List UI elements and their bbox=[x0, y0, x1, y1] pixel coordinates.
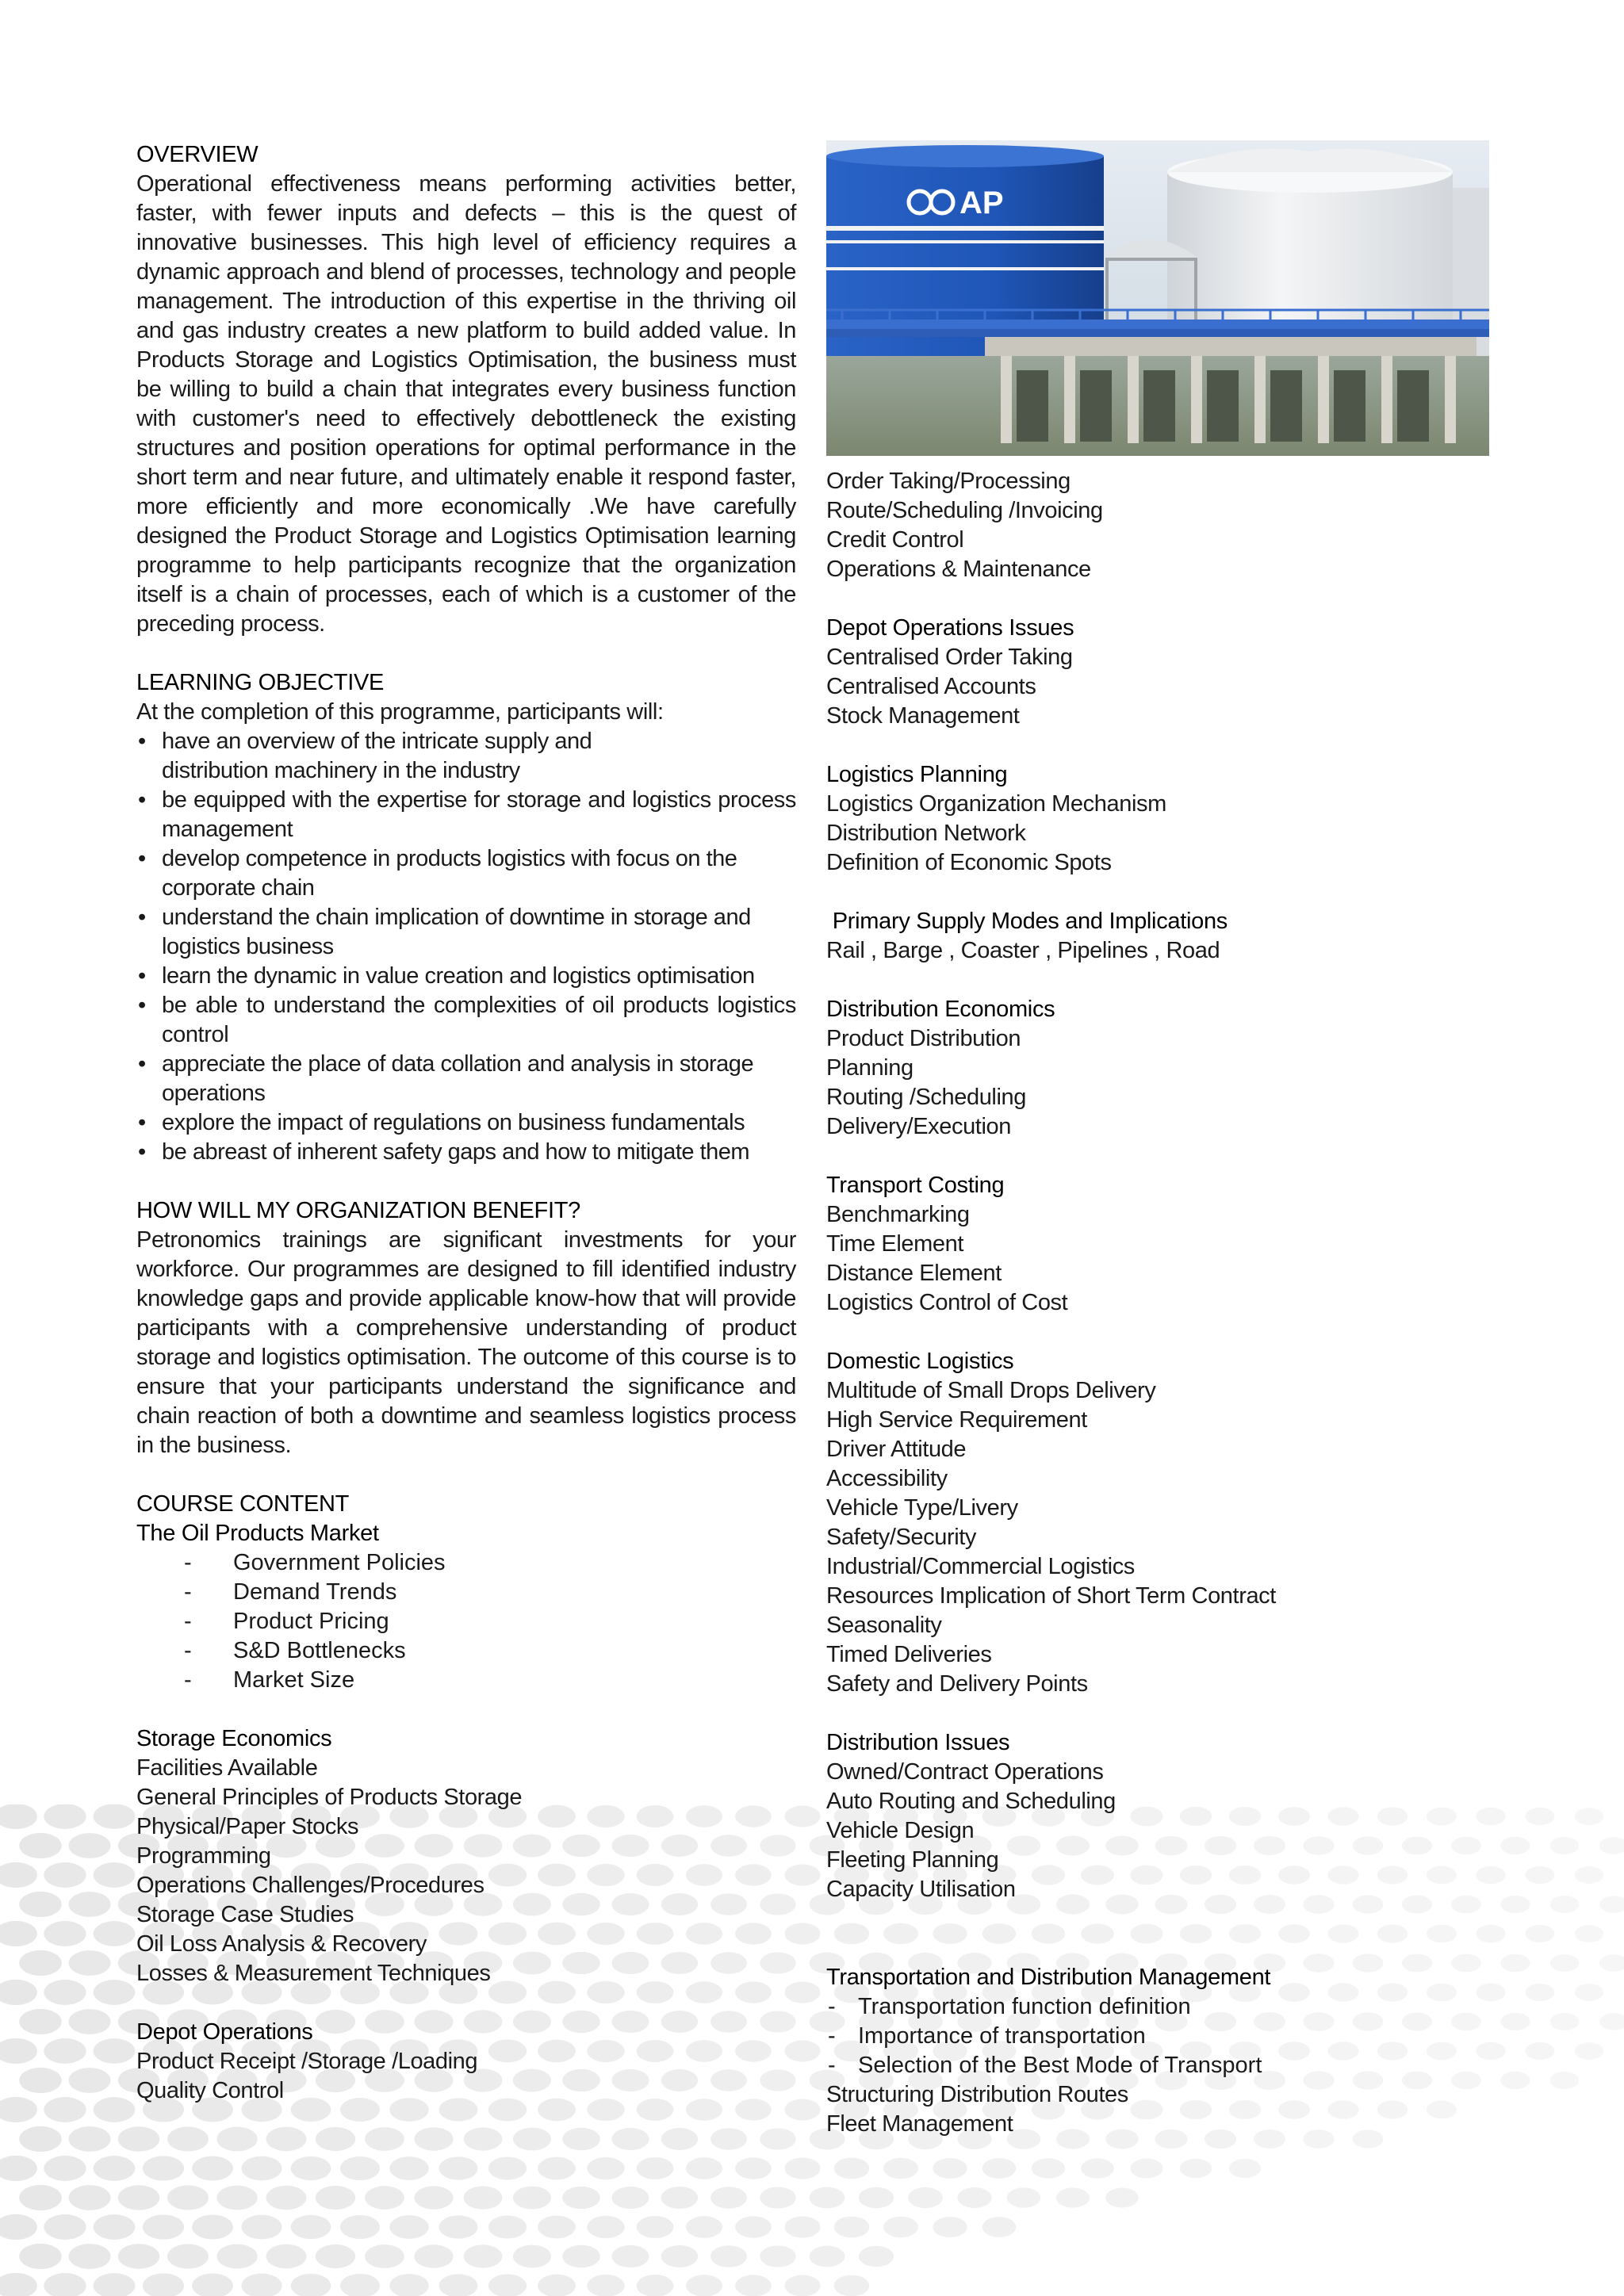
decorative-dot bbox=[19, 2068, 62, 2093]
decorative-dot bbox=[760, 2245, 795, 2267]
decorative-dot bbox=[94, 2038, 136, 2064]
list-item: Fleeting Planning bbox=[826, 1847, 999, 1873]
list-item: Oil Loss Analysis & Recovery bbox=[136, 1931, 427, 1957]
decorative-dot bbox=[611, 2245, 649, 2267]
decorative-dot bbox=[710, 2245, 747, 2267]
decorative-dot bbox=[1599, 1896, 1624, 1913]
decorative-dot bbox=[1180, 2159, 1212, 2178]
decorative-dot bbox=[1081, 2158, 1114, 2178]
decorative-dot bbox=[94, 1921, 136, 1946]
decorative-dot bbox=[1500, 1837, 1530, 1854]
decorative-dot bbox=[1526, 1984, 1555, 2001]
decorative-dot bbox=[44, 1862, 86, 1888]
decorative-dot bbox=[464, 2244, 503, 2267]
right-column bbox=[826, 140, 1492, 2139]
decorative-dot bbox=[414, 2186, 453, 2210]
decorative-dot bbox=[1130, 2159, 1162, 2179]
list-item: Driver Attitude bbox=[826, 1437, 967, 1462]
decorative-dot bbox=[44, 1980, 86, 2005]
list-item: High Service Requirement bbox=[826, 1407, 1087, 1433]
decorative-dot bbox=[143, 2273, 184, 2296]
decorative-dot bbox=[1550, 2072, 1580, 2089]
decorative-dot bbox=[1500, 1954, 1530, 1972]
decorative-dot bbox=[488, 2156, 527, 2179]
decorative-dot bbox=[389, 2215, 428, 2239]
list-item: Storage Case Studies bbox=[136, 1902, 354, 1927]
decorative-dot bbox=[340, 2156, 380, 2180]
overview-heading: OVERVIEW bbox=[136, 142, 259, 167]
list-item: - S&D Bottlenecks bbox=[184, 1636, 796, 1666]
list-item: • be abreast of inherent safety gaps and how to mitigate them bbox=[136, 1138, 796, 1167]
decorative-dot bbox=[68, 1950, 110, 1976]
decorative-dot bbox=[488, 2215, 527, 2238]
decorative-dot bbox=[710, 2187, 747, 2209]
list-item: Delivery/Execution bbox=[826, 1114, 1011, 1139]
decorative-dot bbox=[784, 2275, 820, 2296]
decorative-dot bbox=[365, 2186, 404, 2210]
list-item: Fleet Management bbox=[826, 2111, 1013, 2137]
decorative-dot bbox=[611, 2128, 649, 2150]
decorative-dot bbox=[637, 2157, 674, 2179]
list-item: Capacity Utilisation bbox=[826, 1877, 1016, 1902]
decorative-dot bbox=[241, 2215, 282, 2240]
decorative-dot bbox=[538, 2157, 576, 2180]
decorative-dot bbox=[1575, 1866, 1603, 1884]
list-item: Timed Deliveries bbox=[826, 1642, 992, 1667]
list-item: • understand the chain implication of downtime in storage and logistics business bbox=[136, 903, 796, 962]
decorative-dot bbox=[19, 2244, 62, 2269]
decorative-dot bbox=[513, 2245, 551, 2268]
decorative-dot bbox=[143, 2214, 184, 2239]
decorative-dot bbox=[1550, 2013, 1580, 2030]
decorative-dot bbox=[1526, 1808, 1555, 1825]
decorative-dot bbox=[1105, 2188, 1139, 2208]
list-item: • develop competence in products logistics with focus on the corporate chain bbox=[136, 844, 796, 903]
transportation-dash-list bbox=[826, 1992, 1492, 2080]
decorative-dot bbox=[44, 1804, 86, 1829]
decorative-dot bbox=[1500, 1896, 1530, 1913]
decorative-dot bbox=[414, 2127, 453, 2151]
list-item: Losses & Measurement Techniques bbox=[136, 1961, 491, 1986]
learning-objective-list bbox=[136, 727, 796, 1167]
list-item: Safety and Delivery Points bbox=[826, 1671, 1088, 1697]
decorative-dot bbox=[19, 2185, 62, 2210]
list-item: Product Distribution bbox=[826, 1026, 1021, 1051]
decorative-dot bbox=[216, 2127, 257, 2152]
decorative-dot bbox=[859, 2246, 894, 2267]
list-item: Multitude of Small Drops Delivery bbox=[826, 1378, 1156, 1403]
decorative-dot bbox=[439, 2274, 478, 2296]
decorative-dot bbox=[513, 2187, 551, 2210]
distribution-issues-title: Distribution Issues bbox=[826, 1730, 1010, 1755]
decorative-dot bbox=[1007, 2187, 1041, 2208]
decorative-dot bbox=[44, 2214, 86, 2240]
decorative-dot bbox=[0, 1921, 37, 1946]
decorative-dot bbox=[587, 2275, 624, 2296]
decorative-dot bbox=[661, 2187, 698, 2209]
decorative-dot bbox=[94, 2156, 136, 2181]
decorative-dot bbox=[44, 2156, 86, 2181]
logistics-planning-title: Logistics Planning bbox=[826, 762, 1008, 787]
decorative-dot bbox=[44, 2097, 86, 2122]
decorative-dot bbox=[192, 2156, 233, 2181]
decorative-dot bbox=[933, 2217, 967, 2237]
decorative-dot bbox=[241, 2274, 282, 2296]
transport-costing-title: Transport Costing bbox=[826, 1173, 1005, 1198]
decorative-dot bbox=[1599, 1954, 1624, 1972]
list-item: Time Element bbox=[826, 1231, 964, 1257]
decorative-dot bbox=[562, 2245, 600, 2268]
decorative-dot bbox=[19, 1892, 62, 1917]
oil-products-market-title: The Oil Products Market bbox=[136, 1521, 379, 1546]
left-column bbox=[136, 140, 796, 2106]
list-item: Credit Control bbox=[826, 527, 964, 553]
decorative-dot bbox=[44, 1921, 86, 1946]
decorative-dot bbox=[19, 1833, 62, 1858]
decorative-dot bbox=[94, 1804, 136, 1829]
decorative-dot bbox=[0, 1804, 37, 1829]
list-item: Logistics Organization Mechanism bbox=[826, 791, 1166, 817]
decorative-dot bbox=[834, 2275, 870, 2296]
decorative-dot bbox=[0, 2156, 37, 2181]
decorative-dot bbox=[1229, 2159, 1261, 2178]
decorative-dot bbox=[464, 2186, 503, 2209]
list-item: Industrial/Commercial Logistics bbox=[826, 1554, 1135, 1579]
decorative-dot bbox=[266, 2186, 307, 2210]
domestic-logistics-title: Domestic Logistics bbox=[826, 1349, 1014, 1374]
decorative-dot bbox=[365, 2127, 404, 2151]
decorative-dot bbox=[637, 2275, 674, 2296]
decorative-dot bbox=[44, 2038, 86, 2064]
decorative-dot bbox=[94, 2273, 136, 2296]
decorative-dot bbox=[538, 2216, 576, 2239]
list-item: Product Receipt /Storage /Loading bbox=[136, 2049, 478, 2074]
decorative-dot bbox=[1550, 1896, 1580, 1913]
decorative-dot bbox=[661, 2245, 698, 2267]
list-item: - Demand Trends bbox=[184, 1578, 796, 1607]
decorative-dot bbox=[1599, 1837, 1624, 1854]
decorative-dot bbox=[94, 1862, 136, 1888]
learning-objective-intro: At the completion of this programme, participants will: bbox=[136, 699, 664, 725]
list-item: • appreciate the place of data collation and analysis in storage operations bbox=[136, 1050, 796, 1108]
list-item: • explore the impact of regulations on business fundamentals bbox=[136, 1108, 796, 1138]
decorative-dot bbox=[883, 2158, 918, 2179]
decorative-dot bbox=[883, 2217, 918, 2237]
decorative-dot bbox=[389, 2156, 428, 2180]
decorative-dot bbox=[982, 2217, 1017, 2237]
decorative-dot bbox=[1056, 2187, 1090, 2207]
benefit-heading: HOW WILL MY ORGANIZATION BENEFIT? bbox=[136, 1198, 580, 1223]
decorative-dot bbox=[957, 2187, 991, 2208]
decorative-dot bbox=[340, 2215, 380, 2239]
list-item: Auto Routing and Scheduling bbox=[826, 1789, 1116, 1814]
list-item: Benchmarking bbox=[826, 1202, 970, 1227]
decorative-dot bbox=[1575, 1984, 1603, 2001]
list-item: - Transportation function definition bbox=[826, 1992, 1492, 2022]
distribution-economics-title: Distribution Economics bbox=[826, 997, 1055, 1022]
decorative-dot bbox=[611, 2187, 649, 2209]
list-item: General Principles of Products Storage bbox=[136, 1785, 523, 1810]
decorative-dot bbox=[143, 2156, 184, 2180]
decorative-dot bbox=[94, 2214, 136, 2240]
list-item: Accessibility bbox=[826, 1466, 948, 1491]
decorative-dot bbox=[1526, 1866, 1555, 1884]
oil-storage-tanks-photo bbox=[826, 140, 1489, 456]
decorative-dot bbox=[1550, 1837, 1580, 1854]
decorative-dot bbox=[1575, 2042, 1603, 2060]
decorative-dot bbox=[908, 2187, 943, 2208]
list-item: Logistics Control of Cost bbox=[826, 1290, 1068, 1315]
decorative-dot bbox=[1526, 1925, 1555, 1942]
course-content-heading: COURSE CONTENT bbox=[136, 1491, 350, 1517]
decorative-dot bbox=[1575, 1808, 1603, 1825]
list-item: Centralised Order Taking bbox=[826, 645, 1073, 670]
decorative-dot bbox=[0, 2214, 37, 2240]
decorative-dot bbox=[686, 2275, 722, 2296]
list-item: - Selection of the Best Mode of Transport bbox=[826, 2051, 1492, 2080]
decorative-dot bbox=[414, 2244, 453, 2268]
decorative-dot bbox=[192, 2274, 233, 2296]
transportation-distribution-title: Transportation and Distribution Management bbox=[826, 1965, 1271, 1990]
decorative-dot bbox=[686, 2157, 722, 2179]
decorative-dot bbox=[1575, 1925, 1603, 1942]
decorative-dot bbox=[44, 2273, 86, 2296]
storage-economics-title: Storage Economics bbox=[136, 1726, 332, 1751]
list-item: Centralised Accounts bbox=[826, 674, 1036, 699]
list-item: - Market Size bbox=[184, 1666, 796, 1695]
primary-supply-modes-title: Primary Supply Modes and Implications bbox=[826, 909, 1228, 934]
decorative-dot bbox=[68, 2244, 110, 2269]
decorative-dot bbox=[1550, 1954, 1580, 1972]
decorative-dot bbox=[1500, 2013, 1530, 2030]
decorative-dot bbox=[68, 2068, 110, 2093]
list-item: Routing /Scheduling bbox=[826, 1085, 1026, 1110]
decorative-dot bbox=[291, 2274, 331, 2296]
decorative-dot bbox=[760, 2187, 795, 2208]
decorative-dot bbox=[19, 2126, 62, 2152]
decorative-dot bbox=[118, 2244, 159, 2268]
list-item: Distribution Network bbox=[826, 821, 1026, 846]
list-item: Facilities Available bbox=[136, 1755, 318, 1781]
decorative-dot bbox=[1526, 2042, 1555, 2060]
decorative-dot bbox=[587, 2157, 624, 2179]
list-item: Physical/Paper Stocks bbox=[136, 1814, 359, 1839]
decorative-dot bbox=[710, 2128, 747, 2150]
decorative-dot bbox=[810, 2246, 845, 2267]
decorative-dot bbox=[0, 1862, 37, 1888]
decorative-dot bbox=[94, 2097, 136, 2122]
list-item: Planning bbox=[826, 1055, 914, 1081]
benefit-text: Petronomics trainings are significant investments for your workforce. Our programmes are designed to fill identified industry knowledge gaps and provide applicable know-how that will provide participants with a comprehensive understanding of product storage and logistics optimisation. The outcome of this course is to ensure that your participants understand the significance and chain reaction of both a downtime and seamless logistics process in the business. bbox=[136, 1227, 796, 1458]
decorative-dot bbox=[810, 2187, 845, 2209]
decorative-dot bbox=[365, 2244, 404, 2268]
decorative-dot bbox=[291, 2156, 331, 2180]
decorative-dot bbox=[0, 2273, 37, 2296]
decorative-dot bbox=[266, 2244, 307, 2268]
decorative-dot bbox=[216, 2244, 257, 2269]
decorative-dot bbox=[637, 2216, 674, 2238]
decorative-dot bbox=[859, 2187, 894, 2209]
list-item: Safety/Security bbox=[826, 1525, 977, 1550]
decorative-dot bbox=[19, 1950, 62, 1976]
decorative-dot bbox=[562, 2187, 600, 2210]
list-item: Operations Challenges/Procedures bbox=[136, 1873, 485, 1898]
depot-operations-issues-title: Depot Operations Issues bbox=[826, 615, 1074, 641]
decorative-dot bbox=[216, 2186, 257, 2210]
decorative-dot bbox=[439, 2215, 478, 2238]
list-item: Vehicle Design bbox=[826, 1818, 975, 1843]
decorative-dot bbox=[340, 2274, 380, 2296]
learning-objective-heading: LEARNING OBJECTIVE bbox=[136, 670, 385, 695]
decorative-dot bbox=[0, 2097, 37, 2122]
decorative-dot bbox=[68, 2009, 110, 2034]
list-item: - Product Pricing bbox=[184, 1607, 796, 1636]
decorative-dot bbox=[68, 1833, 110, 1858]
decorative-dot bbox=[982, 2158, 1017, 2179]
decorative-dot bbox=[439, 2156, 478, 2179]
decorative-dot bbox=[389, 2274, 428, 2296]
list-item: Quality Control bbox=[136, 2078, 284, 2103]
list-item: Structuring Distribution Routes bbox=[826, 2082, 1128, 2107]
list-item: Owned/Contract Operations bbox=[826, 1759, 1104, 1785]
decorative-dot bbox=[68, 2185, 110, 2210]
list-item: Vehicle Type/Livery bbox=[826, 1495, 1018, 1521]
decorative-dot bbox=[316, 2244, 355, 2268]
oil-products-market-list bbox=[136, 1548, 796, 1695]
list-item: • be able to understand the complexities of oil products logistics control bbox=[136, 991, 796, 1050]
decorative-dot bbox=[735, 2275, 772, 2296]
list-item: • be equipped with the expertise for storage and logistics process management bbox=[136, 786, 796, 844]
decorative-dot bbox=[118, 2185, 159, 2210]
decorative-dot bbox=[1032, 2158, 1065, 2178]
list-item: Rail , Barge , Coaster , Pipelines , Road bbox=[826, 938, 1220, 963]
decorative-dot bbox=[661, 2128, 698, 2150]
decorative-dot bbox=[933, 2158, 967, 2179]
list-item: Distance Element bbox=[826, 1261, 1002, 1286]
decorative-dot bbox=[19, 2009, 62, 2034]
list-item: Programming bbox=[136, 1843, 271, 1869]
decorative-dot bbox=[834, 2158, 870, 2179]
decorative-dot bbox=[316, 2186, 355, 2210]
decorative-dot bbox=[735, 2157, 772, 2179]
list-item: Operations & Maintenance bbox=[826, 557, 1091, 582]
list-item: Resources Implication of Short Term Contract bbox=[826, 1583, 1276, 1609]
tank-logo-text: AP bbox=[959, 186, 1004, 220]
list-item: Route/Scheduling /Invoicing bbox=[826, 498, 1103, 523]
decorative-dot bbox=[0, 1980, 37, 2005]
list-item: - Government Policies bbox=[184, 1548, 796, 1578]
list-item: Order Taking/Processing bbox=[826, 469, 1071, 494]
decorative-dot bbox=[68, 2126, 110, 2152]
list-item: Definition of Economic Spots bbox=[826, 850, 1112, 875]
decorative-dot bbox=[241, 2156, 282, 2181]
decorative-dot bbox=[94, 1980, 136, 2005]
decorative-dot bbox=[291, 2215, 331, 2239]
decorative-dot bbox=[192, 2215, 233, 2240]
decorative-dot bbox=[316, 2127, 355, 2151]
list-item: • have an overview of the intricate supply and distribution machinery in the industry bbox=[136, 727, 638, 786]
overview-text: Operational effectiveness means performing activities better, faster, with fewer inputs and defects – this is the quest of innovative businesses. This high level of efficiency requires a dynamic approach and blend of processes, technology and people management. The introduction of this expertise in the thriving oil and gas industry creates a new platform to build added value. In Products Storage and Logistics Optimisation, the business must be willing to build a chain that integrates every business function with customer's need to effectively debottleneck the existing structures and position operations for optimal performance in the short term and near future, and ultimately enable it respond faster, more efficiently and more economically .We have carefully designed the Product Storage and Logistics Optimisation learning programme to help participants recognize that the organization itself is a chain of processes, each of which is a customer of the preceding process. bbox=[136, 171, 796, 637]
decorative-dot bbox=[118, 2126, 159, 2151]
list-item: • learn the dynamic in value creation and logistics optimisation bbox=[136, 962, 796, 991]
decorative-dot bbox=[784, 2157, 820, 2179]
decorative-dot bbox=[266, 2127, 307, 2151]
list-item: - Importance of transportation bbox=[826, 2022, 1492, 2051]
decorative-dot bbox=[538, 2275, 576, 2296]
decorative-dot bbox=[1500, 2072, 1530, 2089]
decorative-dot bbox=[760, 2128, 795, 2149]
depot-operations-title: Depot Operations bbox=[136, 2019, 313, 2045]
decorative-dot bbox=[0, 2038, 37, 2064]
decorative-dot bbox=[167, 2126, 209, 2151]
decorative-dot bbox=[488, 2274, 527, 2296]
decorative-dot bbox=[784, 2216, 820, 2237]
decorative-dot bbox=[68, 1892, 110, 1917]
decorative-dot bbox=[686, 2216, 722, 2238]
decorative-dot bbox=[1599, 2013, 1624, 2030]
decorative-dot bbox=[587, 2216, 624, 2238]
decorative-dot bbox=[735, 2216, 772, 2237]
decorative-dot bbox=[464, 2127, 503, 2150]
decorative-dot bbox=[167, 2185, 209, 2210]
decorative-dot bbox=[167, 2244, 209, 2268]
decorative-dot bbox=[834, 2217, 870, 2238]
list-item: Stock Management bbox=[826, 703, 1020, 729]
decorative-dot bbox=[562, 2128, 600, 2151]
decorative-dot bbox=[513, 2128, 551, 2151]
list-item: Seasonality bbox=[826, 1613, 942, 1638]
